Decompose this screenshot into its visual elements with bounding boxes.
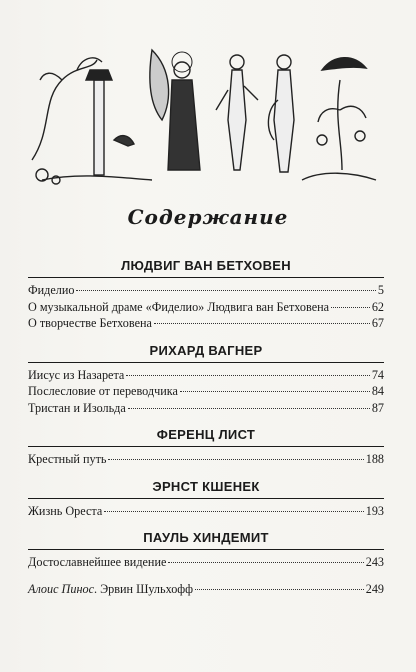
leader-dots	[104, 511, 363, 512]
entry-title: Фиделио	[28, 283, 75, 297]
entry-title: О творчестве Бетховена	[28, 316, 152, 330]
toc-entry[interactable]	[28, 367, 384, 384]
toc-entry[interactable]	[28, 299, 384, 316]
entry-page: 62	[371, 299, 384, 314]
entry-page: 67	[371, 316, 384, 330]
entry-page: 188	[365, 452, 384, 466]
leader-dots	[128, 408, 370, 409]
entry-page: 249	[365, 581, 384, 596]
entry-title: Жизнь Ореста	[28, 503, 103, 518]
composer-name: РИХАРД ВАГНЕР	[149, 342, 263, 358]
divider	[28, 277, 384, 278]
entry-page: 193	[365, 503, 384, 518]
entry-title: Иисус из Назарета	[28, 367, 125, 382]
toc-entry[interactable]	[28, 400, 384, 417]
leader-dots	[168, 562, 363, 563]
toc-section-wagner	[28, 343, 384, 417]
entry-title: О музыкальной драме «Фиделио» Людвига ван Бетховена	[28, 299, 330, 314]
toc-entry[interactable]	[28, 581, 384, 598]
entry-subtitle: . Эрвин Шульхофф	[94, 581, 194, 596]
toc-section-beethoven	[28, 258, 384, 332]
toc-entry[interactable]	[28, 554, 384, 571]
divider	[28, 498, 384, 499]
leader-dots	[331, 307, 370, 308]
entry-page: 84	[371, 384, 384, 398]
entry-title: Тристан и Изольда	[28, 400, 126, 415]
toc-section-hindemith	[28, 530, 384, 597]
table-of-contents	[28, 258, 384, 608]
entry-title: Достославнейшее видение	[28, 555, 167, 569]
medieval-figures-illustration	[22, 40, 382, 190]
toc-section-liszt	[28, 427, 384, 468]
entry-page: 5	[377, 283, 384, 297]
toc-entry[interactable]	[28, 315, 384, 332]
toc-entry[interactable]	[28, 282, 384, 299]
composer-name: ФЕРЕНЦ ЛИСТ	[156, 427, 256, 442]
entry-page: 87	[371, 400, 384, 415]
leader-dots	[195, 589, 364, 590]
toc-entry[interactable]	[28, 451, 384, 468]
entry-page: 74	[371, 367, 384, 382]
composer-name: ПАУЛЬ ХИНДЕМИТ	[143, 530, 269, 545]
composer-name: ЛЮДВИГ ВАН БЕТХОВЕН	[121, 258, 291, 273]
entry-author: Алоис Пинос	[28, 581, 94, 596]
leader-dots	[76, 290, 375, 291]
leader-dots	[126, 375, 369, 376]
entry-page: 243	[365, 555, 384, 569]
leader-dots	[180, 391, 370, 392]
composer-name: ЭРНСТ КШЕНЕК	[152, 478, 260, 494]
divider	[28, 446, 384, 447]
divider	[28, 549, 384, 550]
entry-title	[28, 581, 193, 598]
toc-entry[interactable]	[28, 503, 384, 520]
entry-title: Крестный путь	[28, 452, 107, 466]
toc-section-krenek	[28, 479, 384, 520]
toc-entry[interactable]	[28, 383, 384, 400]
leader-dots	[108, 459, 363, 460]
toc-heading: Содержание	[127, 205, 289, 229]
divider	[28, 362, 384, 363]
entry-title: Послесловие от переводчика	[28, 384, 178, 398]
leader-dots	[154, 323, 370, 324]
